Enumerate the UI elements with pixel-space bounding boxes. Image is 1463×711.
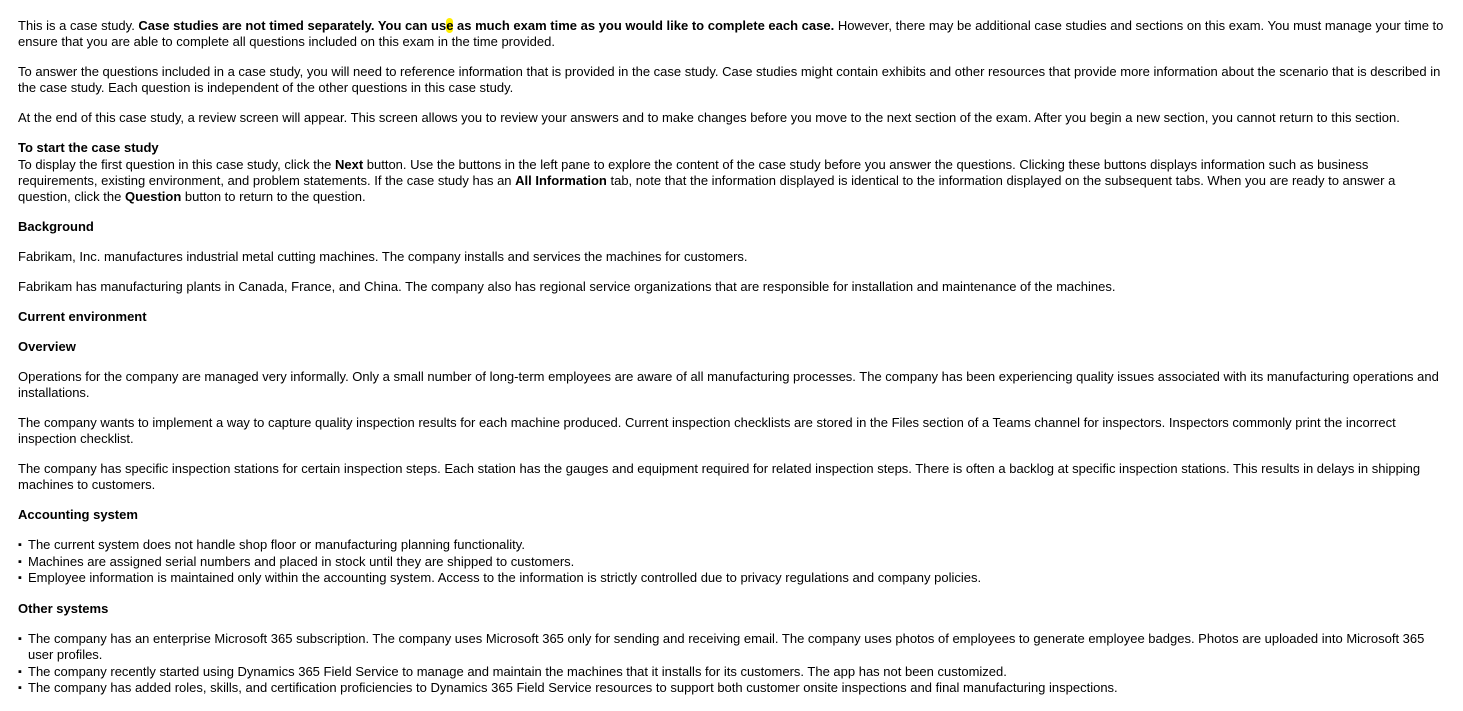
background-heading: Background	[18, 219, 94, 234]
all-information-ref: All Information	[515, 173, 607, 188]
list-item: ▪ The company has an enterprise Microsoft 365 subscription. The company uses Microsoft 365 only for sending and receiving email. The company uses photos of employees to generate employee badges. Photos are uploaded into Microsoft 365 user profiles.	[18, 631, 1448, 664]
text-highlight: e	[446, 18, 454, 33]
accounting-system-heading: Accounting system	[18, 507, 138, 522]
other-systems-list	[18, 631, 1448, 697]
overview-paragraph-1: Operations for the company are managed very informally. Only a small number of long-term employees are aware of all manufacturing processes. The company has been experiencing quality issues associated with its manufacturing operations and installations.	[18, 369, 1439, 400]
other-systems-heading: Other systems	[18, 600, 109, 616]
intro-bold-b: as much exam time as you would like to complete each case.	[453, 18, 835, 33]
overview-paragraph-3: The company has specific inspection stations for certain inspection steps. Each station has the gauges and equipment required for related inspection steps. There is often a backlog at specific inspection stations. This results in delays in shipping machines to customers.	[18, 461, 1421, 492]
start-text-1: To display the first question in this case study, click the	[18, 157, 335, 172]
start-paragraph	[18, 157, 1448, 205]
intro-paragraph-3: At the end of this case study, a review screen will appear. This screen allows you to review your answers and to make changes before you move to the next section of the exam. After you begin a new section, you cannot return to this section.	[18, 110, 1400, 125]
background-paragraph-1: Fabrikam, Inc. manufactures industrial metal cutting machines. The company installs and services the machines for customers.	[18, 249, 748, 264]
start-text-4: button to return to the question.	[181, 189, 366, 204]
list-item: ▪ The current system does not handle shop floor or manufacturing planning functionality.	[18, 537, 1448, 554]
intro-paragraph-2: To answer the questions included in a case study, you will need to reference information that is provided in the case study. Case studies might contain exhibits and other resources that provide more information about the scenario that is described in the case study. Each question is independent of the other questions in this case study.	[18, 64, 1441, 95]
current-environment-heading: Current environment	[18, 309, 147, 324]
intro-paragraph-1	[18, 18, 1448, 50]
background-paragraph-2: Fabrikam has manufacturing plants in Canada, France, and China. The company also has regional service organizations that are responsible for installation and maintenance of the machines.	[18, 279, 1116, 294]
list-item: ▪ The company has added roles, skills, and certification proficiencies to Dynamics 365 Field Service resources to support both customer onsite inspections and final manufacturing inspections.	[18, 680, 1448, 697]
next-button-ref: Next	[334, 157, 364, 172]
start-text-3: tab, note that the information displayed is identical to the information displayed on the subsequent tabs. When you are ready to answer a question, click the	[18, 173, 1396, 204]
overview-heading: Overview	[18, 339, 76, 354]
start-heading: To start the case study	[18, 140, 159, 155]
case-study-document	[18, 18, 1448, 711]
overview-paragraph-2: The company wants to implement a way to capture quality inspection results for each machine produced. Current inspection checklists are stored in the Files section of a Teams channel for inspectors. Inspectors commonly print the incorrect inspection checklist.	[18, 415, 1396, 446]
intro-bold-a: Case studies are not timed separately. You can us	[138, 18, 447, 33]
intro-text-a: This is a case study.	[18, 18, 139, 33]
list-item: ▪ Employee information is maintained only within the accounting system. Access to the information is strictly controlled due to privacy regulations and company policies.	[18, 570, 1448, 587]
intro-text-b: However, there may be additional case studies and sections on this exam. You must manage your time to ensure that you are able to complete all questions included on this exam in the time provided.	[18, 18, 1444, 49]
start-text-2: button. Use the buttons in the left pane to explore the content of the case study before you answer the questions. Clicking these buttons displays information such as business requirements, existing environment, and problem statements. If the case study has an	[18, 157, 1369, 188]
list-item: ▪ Machines are assigned serial numbers and placed in stock until they are shipped to customers.	[18, 554, 1448, 571]
list-item: ▪ The company recently started using Dynamics 365 Field Service to manage and maintain the machines that it installs for its customers. The app has not been customized.	[18, 664, 1448, 681]
accounting-list	[18, 537, 1448, 587]
question-button-ref: Question	[124, 189, 182, 204]
